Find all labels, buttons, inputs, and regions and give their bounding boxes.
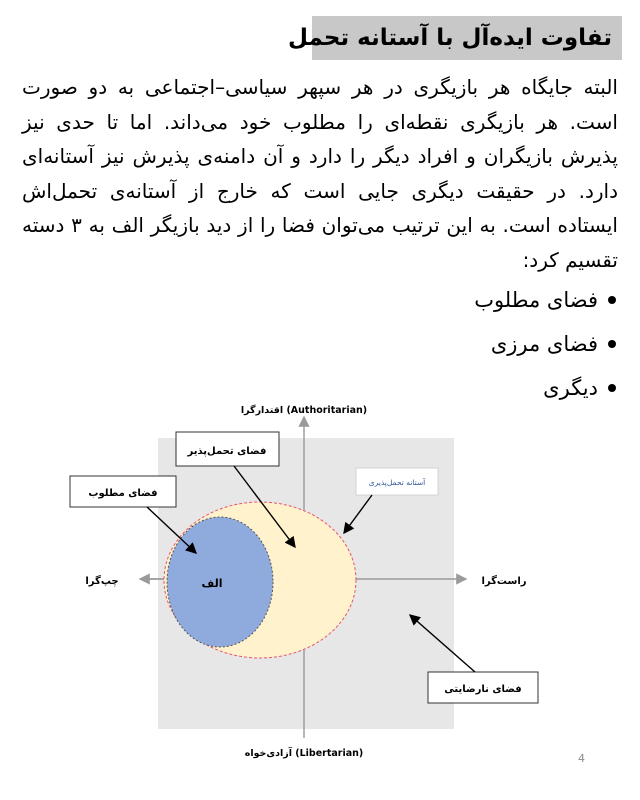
axis-left-label: چپ‌گرا [85, 576, 119, 587]
bullet-dot-icon [608, 340, 616, 348]
bullet-label: دیگری [543, 376, 598, 400]
body-paragraph: البته جایگاه هر بازیگری در هر سپهر سیاسی–اجتماعی به دو صورت است. هر بازیگری نقطه‌ای را مطلوب خود می‌داند. اما تا حدی نیز پذیرش بازیگران و افراد دیگر را دارد و آن دامنه‌ی پذیرش نیز آستانه‌ای دارد. در حقیقت دیگری جایی است که خارج از آستانه‌ی تحمل‌اش ایستاده است. به این ترتیب می‌توان فضا را از دید بازیگر الف به ۳ دسته تقسیم کرد: [22, 75, 618, 272]
title-bar [287, 16, 622, 60]
political-space-diagram [0, 395, 640, 775]
threshold-label: آستانه تحمل‌پذیری [368, 478, 426, 487]
bullet-dot-icon [608, 384, 616, 392]
desired-label: فضای مطلوب [88, 488, 158, 499]
dissatisfied-label: فضای نارضایتی [444, 684, 522, 695]
bullet-item [316, 285, 616, 329]
axis-right-label: راست‌گرا [481, 576, 527, 587]
bullet-item [316, 329, 616, 373]
bullet-label: فضای مطلوب [474, 288, 598, 312]
slide-title: تفاوت ایده‌آل با آستانه تحمل [287, 25, 612, 51]
actor-label: الف [201, 577, 223, 590]
bullet-dot-icon [608, 296, 616, 304]
page-number: 4 [578, 752, 585, 765]
axis-top-label: اقتدارگرا (Authoritarian) [240, 405, 368, 416]
tolerable-label: فضای تحمل‌پذیر [187, 446, 267, 457]
bullet-label: فضای مرزی [490, 332, 598, 356]
axis-bottom-label: آزادی‌خواه (Libertarian) [244, 748, 364, 759]
